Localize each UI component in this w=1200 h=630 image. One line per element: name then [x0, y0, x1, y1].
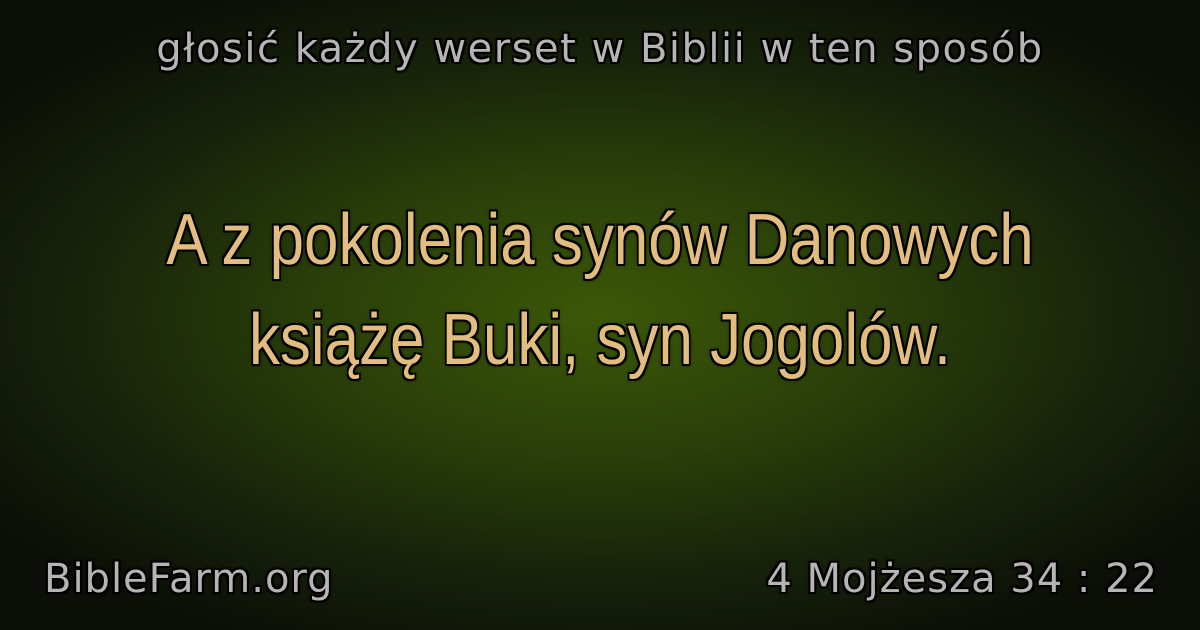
- verse-line-2: książę Buki, syn Jogolów.: [248, 300, 952, 380]
- header-tagline: głosić każdy werset w Biblii w ten sposób: [156, 26, 1044, 72]
- verse-reference: 4 Mojżesza 34 : 22: [766, 556, 1158, 602]
- site-name: BibleFarm.org: [44, 556, 334, 602]
- verse-text: [118, 190, 1081, 390]
- verse-line-1: A z pokolenia synów Danowych: [166, 200, 1034, 280]
